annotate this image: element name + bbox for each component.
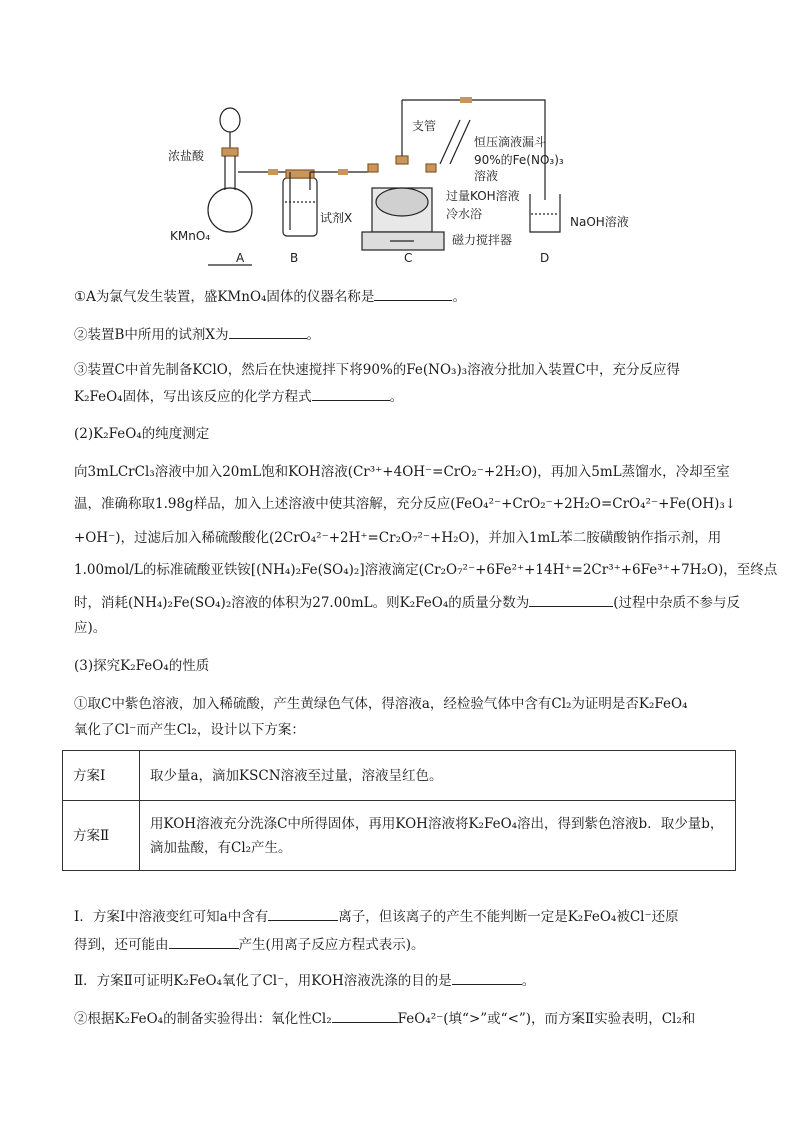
apparatus-B xyxy=(283,170,317,236)
table-row xyxy=(63,751,736,801)
q1-b-end: 。 xyxy=(306,327,321,343)
q3-r1-line1 xyxy=(74,906,679,927)
label-conc-hcl: 浓盐酸 xyxy=(168,149,205,163)
q2-para-line5 xyxy=(74,592,740,613)
q3-r1c: 得到，还可能由 xyxy=(74,937,169,953)
q3-r3b: FeO₄²⁻(填“>”或“<”)，而方案Ⅱ实验表明，Cl₂和 xyxy=(397,1011,696,1027)
q2-para-line1: 向3mLCrCl₃溶液中加入20mL饱和KOH溶液(Cr³⁺+4OH⁻=CrO₂⁻+2H₂O)，再加入5mL蒸馏水，冷却至室 xyxy=(74,464,730,480)
q1-c-line2 xyxy=(74,386,403,407)
label-branch-tube: 支管 xyxy=(412,119,437,133)
q3-r1b: 离子，但该离子的产生不能判断一定是K₂FeO₄被Cl⁻还原 xyxy=(338,909,679,925)
q2-p5-text: 时，消耗(NH₄)₂Fe(SO₄)₂溶液的体积为27.00mL。则K₂FeO₄的质量分数为 xyxy=(74,595,530,611)
label-ice-bath: 冷水浴 xyxy=(446,207,483,221)
answer-blank[interactable] xyxy=(268,906,338,921)
q3-r3a: ②根据K₂FeO₄的制备实验得出：氧化性Cl₂ xyxy=(74,1011,332,1027)
q1-c-line1: ③装置C中首先制备KClO，然后在快速搅拌下将90%的Fe(NO₃)₃溶液分批加入装置C中，充分反应得 xyxy=(74,362,680,378)
q1-b-text: ②装置B中所用的试剂X为 xyxy=(74,327,229,343)
label-A: A xyxy=(236,251,245,265)
answer-blank[interactable] xyxy=(452,970,522,985)
q1-c2-text: K₂FeO₄固体，写出该反应的化学方程式 xyxy=(74,389,312,405)
q3-r3 xyxy=(74,1008,695,1029)
q2-para-line2: 温，准确称取1.98g样品，加入上述溶液中使其溶解，充分反应(FeO₄²⁻+CrO₂⁻+2H₂O=CrO₄²⁻+Fe(OH)₃↓ xyxy=(74,496,737,512)
plan-text: 取少量a，滴加KSCN溶液至过量，溶液呈红色。 xyxy=(140,751,736,801)
label-stirrer: 磁力搅拌器 xyxy=(452,233,513,247)
q1-a-end: 。 xyxy=(452,289,466,305)
q3-r2 xyxy=(74,970,535,991)
label-fe-no3-1: 90%的Fe(NO₃)₃ xyxy=(474,153,564,167)
q1-b xyxy=(74,324,320,345)
q3-title: (3)探究K₂FeO₄的性质 xyxy=(74,658,210,674)
q3-r2a: Ⅱ．方案Ⅱ可证明K₂FeO₄氧化了Cl⁻，用KOH溶液洗涤的目的是 xyxy=(74,973,452,989)
plan-text: 用KOH溶液充分洗涤C中所得固体，再用KOH溶液将K₂FeO₄溶出，得到紫色溶液b．取少量b，滴加盐酸，有Cl₂产生。 xyxy=(140,801,736,871)
label-reagent-x: 试剂X xyxy=(320,211,353,225)
apparatus-diagram xyxy=(150,90,750,270)
q2-title: (2)K₂FeO₄的纯度测定 xyxy=(74,426,210,442)
answer-blank[interactable] xyxy=(229,324,307,339)
answer-blank[interactable] xyxy=(374,286,452,301)
q2-para-line3: +OH⁻)，过滤后加入稀硫酸酸化(2CrO₄²⁻+2H⁺=Cr₂O₇²⁻+H₂O)，并加入1mL苯二胺磺酸钠作指示剂，用 xyxy=(74,530,722,546)
q3-intro-line2: 氧化了Cl⁻而产生Cl₂，设计以下方案： xyxy=(74,722,305,738)
label-fe-no3-2: 溶液 xyxy=(474,169,499,183)
plan-label: 方案Ⅰ xyxy=(63,751,140,801)
label-kmno4: KMnO₄ xyxy=(170,229,211,243)
answer-blank[interactable] xyxy=(332,1008,398,1023)
q2-para-line4: 1.00mol/L的标准硫酸亚铁铵[(NH₄)₂Fe(SO₄)₂]溶液滴定(Cr₂O₇²⁻+6Fe²⁺+14H⁺=2Cr³⁺+6Fe³⁺+7H₂O)，至终点 xyxy=(74,562,778,578)
q3-r1a: Ⅰ．方案Ⅰ中溶液变红可知a中含有 xyxy=(74,909,269,925)
q1-a-text: ①A为氯气发生装置，盛KMnO₄固体的仪器名称是 xyxy=(74,289,375,305)
plan-label: 方案Ⅱ xyxy=(63,801,140,871)
apparatus-A xyxy=(208,108,258,265)
label-C: C xyxy=(404,251,413,265)
label-D: D xyxy=(540,251,550,265)
q2-p5-end: (过程中杂质不参与反 xyxy=(613,595,741,611)
q3-intro-line1: ①取C中紫色溶液，加入稀硫酸，产生黄绿色气体，得溶液a，经检验气体中含有Cl₂为证明是否K₂FeO₄ xyxy=(74,696,688,712)
table-row xyxy=(63,801,736,871)
label-B: B xyxy=(290,251,299,265)
q3-r1-line2 xyxy=(74,934,425,955)
label-funnel: 恒压滴液漏斗 xyxy=(474,135,547,149)
answer-blank[interactable] xyxy=(312,386,390,401)
q2-para-line6: 应)。 xyxy=(74,620,107,636)
label-naoh: NaOH溶液 xyxy=(570,215,629,229)
q3-r1d: 产生(用离子反应方程式表示)。 xyxy=(238,937,425,953)
q1-c2-end: 。 xyxy=(389,389,404,405)
answer-blank[interactable] xyxy=(169,934,239,949)
label-koh: 过量KOH溶液 xyxy=(446,189,520,203)
plan-table xyxy=(62,750,736,871)
answer-blank[interactable] xyxy=(529,592,613,607)
q3-r2b: 。 xyxy=(521,973,536,989)
q1-a xyxy=(74,286,466,307)
